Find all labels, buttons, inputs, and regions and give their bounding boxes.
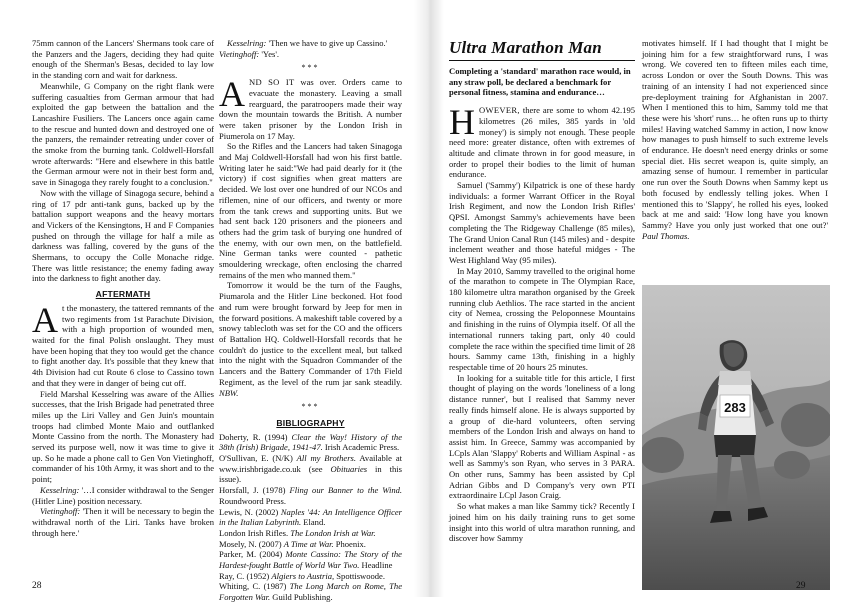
paragraph: Tomorrow it would be the turn of the Faughs, Piumarola and the Hitler Line beckoned. Hot food and rum were brought forward by Jeep for men in the forward positions. A makeshift table covered by a snowy tablecloth was set for the CO and the officers of Battalion HQ. Coldwell-Horsfall records that he couldn't do justice to the excellent meal, but talked into the night with the Squadron Commander of the Lancers and the Battery Commander of 17th Field Regiment, as the level of the rum jar sank steadily. NBW. [219,280,402,398]
page-gutter [414,0,444,597]
paragraph: AND SO IT was over. Orders came to evacuate the monastery. Leaving a small rearguard, the paratroopers made their way down the mountain towards the British. A number were taken prisoner by the London Irish in Piumerola on 17 May. [219,74,403,141]
article-title: Ultra Marathon Man [449,38,602,57]
page-number-left: 28 [32,581,42,591]
runner-illustration [642,285,830,590]
paragraph: 75mm cannon of the Lancers' Shermans took care of the Panzers and the Jagers, deciding they had quite enough of the Sherman's Besas, decided to lay low in the standing corn and wait for darkness. [32,38,214,81]
page-number-right: 29 [796,581,806,591]
bibliography-entry: O'Sullivan, E. (N/K) All my Brothers. Available at www.irishbrigade.co.uk (see Obituaries in this issue). [219,453,402,485]
quote-line: Kesselring: 'Then we have to give up Cassino.' [227,38,388,48]
runner-photo [642,285,830,590]
paragraph: In May 2010, Sammy travelled to the original home of the marathon to compete in The Olympian Race, 180 kilometre ultra marathon organised by the Greek running club Aethlios. The race started in the ancient city of Nemea, crossing the Peloponnese Mountains and finishing in the ruins of Olympia itself. Of all the international runners taking part, only 40 could complete the race within the specified time limit of 28 hours. Sammy came 13th, finishing in a highly respectable time of 20 hours 25 minutes. [449,265,635,372]
section-divider: *** [301,402,320,412]
right-column-2 [642,38,828,241]
bibliography-entry: Ray, C. (1952) Algiers to Austria, Spottiswoode. [219,570,385,581]
quote-line: Vietinghoff: 'Then it will be necessary to begin the withdrawal north of the Liri. Tanks have broken through here.' [32,506,214,538]
bibliography-list [219,432,402,603]
paragraph: At the monastery, the tattered remnants of the two regiments from 1st Parachute Division, with a high proportion of wounded men, waited for the final Polish onslaught. They must have been hoping that they too would get the chance to fight another day. It's possible that they knew that 4th Division had cut Route 6 close to Cassino town and that they were in danger of being cut off. [32,299,214,388]
standfirst: Completing a 'standard' marathon race would, in any straw poll, be declared a benchmark for personal fitness, stamina and endurance… [449,66,631,98]
paragraph: Samuel ('Sammy') Kilpatrick is one of these hardy individuals: a former Warrant Officer in the Royal Irish Regiment, and now the London Irish Rifles' QPSI. Amongst Sammy's achievements have been completing the The Ridgeway Challenge (85 miles), The Grand Union Canal Run (145 miles) and - despite inclement weather and those hateful midges - The West Highland Way (95 miles). [449,180,635,265]
drop-cap: A [32,299,58,340]
title-rule [449,60,635,61]
left-column-2 [219,38,402,603]
bibliography-entry: Lewis, N. (2002) Naples '44: An Intelligence Officer in the Italian Labyrinth. Eland. [219,506,402,528]
paragraph: So the Rifles and the Lancers had taken Sinagoga and Maj Coldwell-Horsfall had won his first battle. Writing later he said:"We had paid dearly for it (the victory) if cost signifies when great matters are decided. We lost over one hundred of our NCOs and riflemen, nine of our officers, and twenty or more from the tank crews and supporting units. But we had sent back 120 prisoners and the pioneers and others had the grim task of burying one hundred of the enemy, with our own men, on the battlefield. Nine German tanks were counted - pathetic smouldering wreckage, often enclosing the charred remains of the men who manned them." [219,141,402,280]
drop-cap: A [219,74,245,115]
bibliography-entry: Whiting, C. (1987) The Long March on Rome, The Forgotten War. Guild Publishing. [219,581,402,603]
bibliography-entry: Parker, M. (2004) Monte Cassino: The Story of the Hardest-fought Battle of World War Two. Headline [219,549,402,571]
paragraph: Meanwhile, G Company on the right flank were suffering casualties from German armour that had exploited the gap between the battalion and the Lancashire Fusiliers. The Lancers once again came to the rescue and hunted down and destroyed one of the panzers, the remainder retreating under cover of the smoke from the burning tank. Coldwell-Horsfall wrote afterwards: "Here and elsewhere in this battle the German armour were not in their best form and, save in Sinagoga they rarely fought to a conclusion." [32,80,214,188]
drop-cap: H [449,102,475,143]
bibliography-entry: Horsfall, J. (1978) Fling our Banner to the Wind. Roundwoord Press. [219,485,403,506]
bibliography-entry: London Irish Rifles. The London Irish at War. [219,527,376,538]
bibliography-entry: Doherty, R. (1994) Clear the Way! History of the 38th (Irish) Brigade, 1941-47. Irish Academic Press. [219,431,402,453]
paragraph: In looking for a suitable title for this article, I first thought of playing on the words 'loneliness of a long distance runner', but I realised that Sammy never really finds himself alone. He is always supported by a group of die-hard volunteers, often serving members of the London Irish and always on hand to assist him. In Greece, Sammy was accompanied by LCpls Alan 'Slappy' Roberts and William Aspinal - as well as Sammy's son Ryan, who serves in 3 PARA. On other runs, Sammy has been assisted by Cpl Adrian Gibbs and D Company's very own PTI extraordinaire LCpl Jason Craig. [449,372,635,501]
quote-line: Kesselring: '…I consider withdrawal to the Senger (Hitler Line) position necessary. [32,484,214,506]
right-column-1 [449,38,635,544]
quote-line: Vietinghoff: 'Yes'. [219,48,279,59]
section-heading-bibliography: BIBLIOGRAPHY [276,417,345,428]
paragraph: motivates himself. If I had thought that I might be joining him for a few straightforward runs, I was wrong. We covered ten to fifteen miles each time, across London or over the South Downs. This was training of an intensity I had not experienced since pre-deployment training for Afghanistan in 2007. When I mentioned this to him, Sammy told me that these were his 'short' runs… he often runs up to thirty miles! Having watched Sammy in action, I now know how manages to push himself to such extreme levels of endurance. He doesn't need energy drinks or some special diet. His secret weapon is, quite simply, an amazing sense of humour. I remember in particular one run over the South Downs when Sammy kept us both focused by endlessly telling jokes. When I mentioned this to 'Slappy', he rolled his eyes, looked back at me and said: 'How long have you known Sammy? Have you only just worked that one out?' Paul Thomas. [642,38,828,241]
paragraph: HOWEVER, there are some to whom 42.195 kilometres (26 miles, 385 yards in 'old money') is simply not enough. These people need more: greater distance, often with extremes of altitude and climate thrown in for good measure, in order to propel their bodies to the limit of human endurance. [449,102,635,180]
paragraph: So what makes a man like Sammy tick? Recently I joined him on his daily training runs to get some insight into this world of ultra marathon running, and discover how Sammy [449,501,635,544]
left-column-1 [32,38,214,538]
section-divider: *** [301,63,320,73]
paragraph: Now with the village of Sinagoga secure, behind a ring of 17 pdr anti-tank guns, backed up by the battalion support weapons and the heavy mortars and Vickers of the Kensingtons, H and F Companies pushed on through the village for half a mile as darkness was falling, covered by the guns of the Shermans, to occupy the Colle Monache ridge. There was little resistance; the enemy fading away into the darkness to fight another day. [32,187,214,284]
bibliography-entry: Mosely, N. (2007) A Time at War. Phoenix. [219,538,366,549]
race-bib-number: 283 [724,400,746,415]
section-heading-aftermath: AFTERMATH [95,289,151,300]
paragraph: Field Marshal Kesselring was aware of the Allies successes, that the Irish Brigade had penetrated three miles up the Liri Valley and Gen Juin's mountain troops had climbed Monte Maio and outflanked Monte Cassino from the north. The Monastery had served its purpose well, now it was time to give it up. So he made a phone call to Gen Von Vietinghoff, commander of his 10th Army, it was short and to the point; [32,388,214,485]
